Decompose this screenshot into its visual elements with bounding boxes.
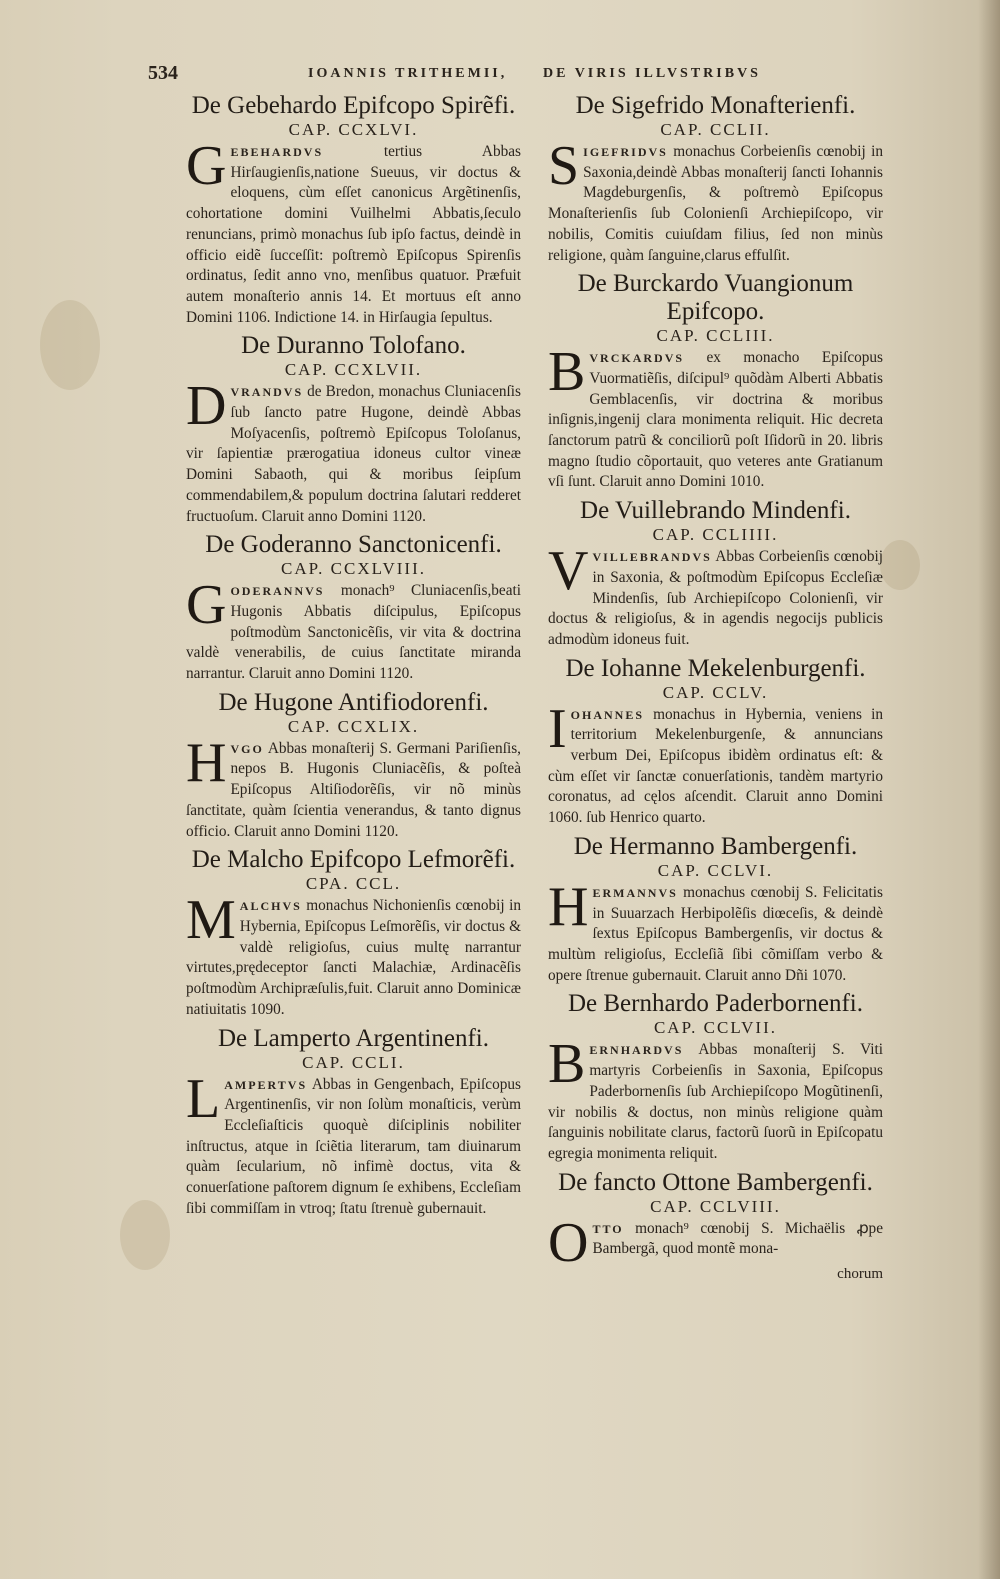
biography-entry xyxy=(548,833,883,987)
drop-cap-initial: H xyxy=(186,738,227,794)
biography-entry xyxy=(186,332,521,527)
page-number: 534 xyxy=(148,62,178,84)
entry-body: Abbas in Gengenbach, Epiſcopus Argentinenſis, vir non ſolùm monaſticis, verùm Eccleſiaſticis quoquè diſciplinis nobiliter inſtructus, atque in ſciẽtia literarum, tam diuinarum quàm ſecularium, nõ infimè doctus, vita & conuerſatione paſtorem dignum ſe exhibens, Eccleſiam ſibi commiſſam in vtroq; ſtatu ſtrenuè gubernauit. xyxy=(186,1075,521,1217)
entry-body: Abbas Corbeienſis cœnobij in Saxonia, & poſtmodùm Epiſcopus Eccleſiæ Mindenſis, ſub Archiepiſcopo Colonienſi, vir doctus & religioſus, & in agendis negocijs publicis admodùm idoneus fuit. xyxy=(548,548,883,648)
right-column xyxy=(548,92,883,1283)
chapter-number: CAP. CCLV. xyxy=(662,682,769,702)
running-head xyxy=(148,62,868,90)
biography-entry xyxy=(548,92,883,266)
drop-cap-initial: V xyxy=(548,547,589,603)
opening-word: VRCKARDVS xyxy=(589,351,685,366)
chapter-number: CAP. CCXLVI. xyxy=(288,120,419,139)
entry-text xyxy=(548,348,883,493)
opening-word: OHANNES xyxy=(570,707,644,722)
entry-text xyxy=(186,1075,521,1220)
opening-word: ERMANNVS xyxy=(592,885,678,900)
paper-stain xyxy=(40,300,100,390)
chapter-number: CAP. CCLVII. xyxy=(653,1018,778,1038)
drop-cap-initial: B xyxy=(548,348,586,404)
chapter-number: CAP. CCXLVII. xyxy=(284,360,423,380)
biography-entry xyxy=(548,497,883,651)
opening-word: AMPERTVS xyxy=(224,1077,308,1092)
entry-body: monachus Nichonienſis cœnobij in Hybernia, Epiſcopus Leſmorẽſis, vir doctus & valdè religioſus, cuius multę narrantur virtutes,prędeceptor ſancti Malachiæ, Ardinacẽſis poſtmodùm Archipræſulis,fuit. Claruit anno Dominicæ natiuitatis 1090. xyxy=(186,897,521,1018)
entry-text xyxy=(186,382,521,527)
entry-text xyxy=(548,705,883,829)
catchword: chorum xyxy=(837,1265,883,1282)
entry-title: De Hermanno Bambergenfi. xyxy=(573,832,858,860)
entry-body: monachus cœnobij S. Felicitatis in Suuarzach Herbipolẽſis diœceſis, & deindè ſextus Epiſcopus Bambergenſis, vir doctus & multùm religioſus, Eccleſiã ſibi cõmiſſam verbo & opere ſtrenue gubernauit. Claruit anno Dñi 1070. xyxy=(548,883,883,984)
entry-body: monachus in Hybernia, veniens in territorium Mekelenburgenſe, & annuncians verbum Dei, Epiſcopus ibidèm ordinatus eſt: & cùm eſſet vir ſanctæ conuerſationis, tandèm martyrio coronatus, ad cęlos aſcendit. Claruit anno Domini 1060. ſub Henrico quarto. xyxy=(548,705,883,827)
running-title-left: IOANNIS TRITHEMII, xyxy=(308,66,508,81)
entry-title: De Vuillebrando Mindenfi. xyxy=(580,497,851,525)
opening-word: ERNHARDVS xyxy=(589,1043,684,1058)
chapter-number: CAP. CCXLVIII. xyxy=(281,559,426,579)
entry-body: ex monacho Epiſcopus Vuormatiẽſis, diſcipul⁹ quõdàm Alberti Abbatis Gemblacenſis, vir doctrina & moribus inſignis,ingenij clara monimenta reliquit. Hic decreta ſanctorum patrũ & conciliorũ poſt Iſidorũ in 20. libris magno ſtudio cõportauit, quo veteres ante Gratianum vſi ſunt. Claruit anno Domini 1010. xyxy=(548,349,883,491)
entry-title: De Sigefrido Monafterienfi. xyxy=(575,92,856,119)
entry-title: De Malcho Epifcopo Lefmorẽfi. xyxy=(191,846,516,874)
running-title-right: DE VIRIS ILLVSTRIBVS xyxy=(543,66,761,81)
drop-cap-initial: M xyxy=(186,896,236,952)
biography-entry xyxy=(186,531,521,685)
opening-word: TTO xyxy=(592,1221,624,1236)
entry-title: De Goderanno Sanctonicenfi. xyxy=(205,531,502,559)
entry-text xyxy=(548,1040,883,1164)
opening-word: ALCHVS xyxy=(239,899,302,914)
drop-cap-initial: I xyxy=(548,704,567,760)
entry-title: De Hugone Antifiodorenfi. xyxy=(218,688,489,716)
entry-text xyxy=(186,739,521,843)
entry-title: De Gebehardo Epifcopo Spirẽfi. xyxy=(191,92,516,119)
biography-entry xyxy=(186,92,521,328)
opening-word: EBEHARDVS xyxy=(230,145,324,159)
opening-word: IGEFRIDVS xyxy=(583,145,668,159)
biography-entry xyxy=(186,1025,521,1220)
entry-text xyxy=(548,142,883,266)
entry-title: De Iohanne Mekelenburgenfi. xyxy=(565,654,866,682)
drop-cap-initial: B xyxy=(548,1040,586,1096)
paper-stain xyxy=(120,1200,170,1270)
entry-text xyxy=(186,581,521,685)
entry-body: monachus Corbeienſis cœnobij in Saxonia,deindè Abbas monaſterij ſancti Iohannis Magdeburgenſis, & poſtremò Epiſcopus Monaſterienſis ſub Colonienſi Archiepiſcopo, vir nobilis, Comitis cuiuſdam filius, ſed non minùs religione, quàm ſanguine,clarus effulſit. xyxy=(548,143,883,264)
biography-entry xyxy=(186,689,521,843)
drop-cap-initial: O xyxy=(548,1218,589,1265)
entry-title: De Duranno Tolofano. xyxy=(241,332,466,360)
chapter-number: CPA. CCL. xyxy=(305,874,402,894)
opening-word: VRANDVS xyxy=(230,385,304,400)
biography-entry xyxy=(186,846,521,1020)
entry-body: tertius Abbas Hirſaugienſis,natione Sueuus, vir doctus & eloquens, cùm eſſet canonicus Argẽtinenſis, cohortatione domini Vuilhelmi Abbatis,ſeculo renuncians, primò monachus ſub ipſo factus, deindè in officio eidẽ ſucceſſit: poſtremò Epiſcopus Spirenſis ordinatus, ſedit anno vno, menſibus quatuor. Præfuit autem monaſterio annis 14. Et mortuus eſt anno Domini 1106. Indictione 14. in Hirſaugia ſepultus. xyxy=(186,143,521,326)
biography-entry xyxy=(548,990,883,1164)
entry-text xyxy=(548,547,883,651)
chapter-number: CAP. CCLI. xyxy=(302,1052,405,1072)
biography-entry xyxy=(548,1169,883,1265)
drop-cap-initial: G xyxy=(186,142,227,197)
biography-entry xyxy=(548,655,883,829)
opening-word: VGO xyxy=(230,741,264,756)
entry-text xyxy=(186,142,521,328)
chapter-number: CAP. CCLVIII. xyxy=(650,1196,781,1216)
opening-word: VILLEBRANDVS xyxy=(592,550,712,565)
drop-cap-initial: S xyxy=(548,142,580,197)
entry-text xyxy=(186,896,521,1020)
entry-title: De fancto Ottone Bambergenfi. xyxy=(558,1168,873,1196)
chapter-number: CAP. CCXLIX. xyxy=(287,716,420,736)
entry-text xyxy=(548,883,883,987)
entry-text xyxy=(548,1219,883,1265)
entry-title: De Lamperto Argentinenfi. xyxy=(218,1024,489,1052)
paper-stain xyxy=(880,540,920,590)
opening-word: ODERANNVS xyxy=(230,584,325,599)
drop-cap-initial: G xyxy=(186,581,227,637)
drop-cap-initial: H xyxy=(548,882,589,938)
entry-title: De Burckardo Vuangionum Epifcopo. xyxy=(577,270,854,326)
biography-entry xyxy=(548,270,883,493)
entry-body: Abbas monaſterij S. Germani Pariſienſis, nepos B. Hugonis Cluniacẽſis, & poſteà Epiſcopus Altiſiodorẽſis, vir nõ minùs ſanctitate, quàm ſcientia venerandus, & tanto dignus officio. Claruit anno Domini 1120. xyxy=(186,739,521,840)
entry-body: de Bredon, monachus Cluniacenſis ſub ſancto patre Hugone, deindè Abbas Moſyacenſis, poſtremò Epiſcopus Toloſanus, vir ſapientiæ prærogatiua idoneus cultor vineæ Domini Sabaoth, qui & moribus ſeipſum commendabilem,& populum doctrina ſalutari redderet fructuoſum. Claruit anno Domini 1120. xyxy=(186,383,521,525)
chapter-number: CAP. CCLVI. xyxy=(657,860,774,880)
entry-body: Abbas monaſterij S. Viti martyris Corbeienſis in Saxonia, Epiſcopus Paderbornenſis ſub Archiepiſcopo Mogũtinenſi, vir nobilis & doctus, non minùs religione quàm ſanguinis nobilitate clarus, factorũ ſuorũ in Epiſcopatu egregia monimenta reliquit. xyxy=(548,1041,883,1162)
entry-body: monach⁹ Cluniacenſis,beati Hugonis Abbatis diſcipulus, Epiſcopus poſtmodùm Sanctonicẽſis, vir vita & doctrina valdè venerabilis, de cuius ſanctitate miranda narrantur. Claruit anno Domini 1120. xyxy=(186,582,521,683)
entry-body: monach⁹ cœnobij S. Michaëlis ꝓpe Bambergã, quod montẽ mona- xyxy=(592,1219,883,1258)
drop-cap-initial: D xyxy=(186,382,227,438)
entry-title: De Bernhardo Paderbornenfi. xyxy=(567,990,864,1018)
chapter-number: CAP. CCLIII. xyxy=(656,326,775,346)
chapter-number: CAP. CCLII. xyxy=(660,120,771,139)
drop-cap-initial: L xyxy=(186,1074,221,1130)
left-column xyxy=(186,92,521,1223)
chapter-number: CAP. CCLIIII. xyxy=(652,525,779,545)
